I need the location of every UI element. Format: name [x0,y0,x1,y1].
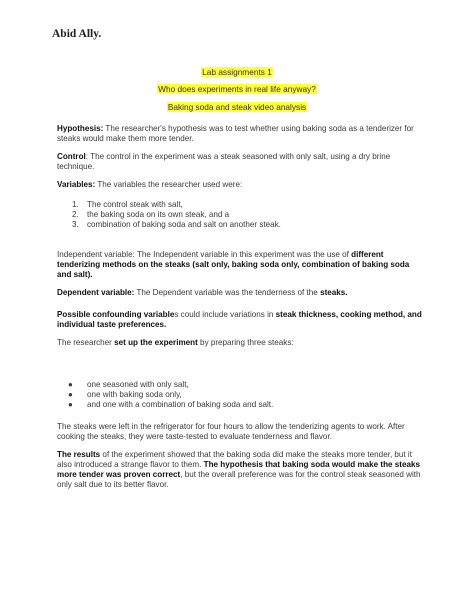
highlighted-title: Lab assignments 1 [202,67,272,77]
results-label: The results [57,450,101,459]
hypothesis-paragraph [57,124,423,144]
confounding-variables-paragraph [57,310,423,330]
setup-post: by preparing three steaks: [197,338,294,347]
results-paragraph [57,450,423,490]
variables-text: The variables the researcher used were: [95,180,243,189]
list-item: 3. combination of baking soda and salt on another steak. [81,220,423,230]
list-item-text: one seasoned with only salt, [87,380,189,389]
hypothesis-label: Hypothesis: [57,124,104,133]
highlighted-question: Who does experiments in real life anyway? [158,84,316,94]
variables-label: Variables: [57,180,96,189]
setup-bold: set up the experiment [114,338,198,347]
list-item-text: and one with a combination of baking soda and salt. [87,400,274,409]
dependent-variable-paragraph [57,288,423,298]
document-body [57,124,423,490]
bullet-icon: ● [68,400,73,409]
independent-variable-paragraph [57,250,423,280]
control-text: : The control in the experiment was a steak seasoned with only salt, using a dry brine technique. [57,152,391,171]
setup-pre: The researcher [57,338,115,347]
results-text-2: , but the overall preference was for the control steak seasoned with only salt due to its better flavor. [57,470,421,489]
header-line-1 [0,67,474,77]
results-bold: The hypothesis that baking soda would make the steaks more tender was proven correct [57,460,421,479]
independent-text: Independent variable: The Independent variable in this experiment was the use of [57,250,352,259]
list-item: 1. The control steak with salt, [81,200,423,210]
steaks-list [57,380,423,410]
confounding-label: Possible confounding variable [57,310,175,319]
bullet-icon: ● [68,390,73,399]
list-item: 2. the baking soda on its own steak, and a [81,210,423,220]
confounding-text: s could include variations in [174,310,276,319]
setup-paragraph [57,338,423,348]
variables-paragraph [57,180,423,190]
independent-bold: different tenderizing methods on the steaks (salt only, baking soda only, combination of baking soda and salt). [57,250,410,279]
dependent-text: The Dependent variable was the tenderness of the [134,288,321,297]
list-item-text: one with baking soda only, [87,390,182,399]
dependent-bold: steaks. [320,288,348,297]
results-text-1: of the experiment showed that the baking soda did make the steaks more tender, but it also introduced a strange flavor to them. [57,450,412,469]
bullet-icon: ● [68,380,73,389]
dependent-label: Dependent variable: [57,288,135,297]
hypothesis-text: The researcher's hypothesis was to test whether using baking soda as a tenderizer for steaks would make them more tender. [57,124,414,143]
author-name: Abid Ally. [52,28,102,40]
list-item [68,380,423,390]
list-item [68,400,423,410]
procedure-paragraph: The steaks were left in the refrigerator for four hours to allow the tenderizing agents to work. After cooking the steaks, they were taste-tested to evaluate tenderness and flavor. [57,422,405,441]
header-line-2 [0,84,474,94]
confounding-bold: steak thickness, cooking method, and individual taste preferences. [57,310,422,329]
header-line-3 [0,102,474,112]
control-label: Control [57,152,86,161]
variables-list [57,200,423,230]
list-item [68,390,423,400]
control-paragraph [57,152,423,172]
highlighted-subtitle: Baking soda and steak video analysis [167,102,307,112]
